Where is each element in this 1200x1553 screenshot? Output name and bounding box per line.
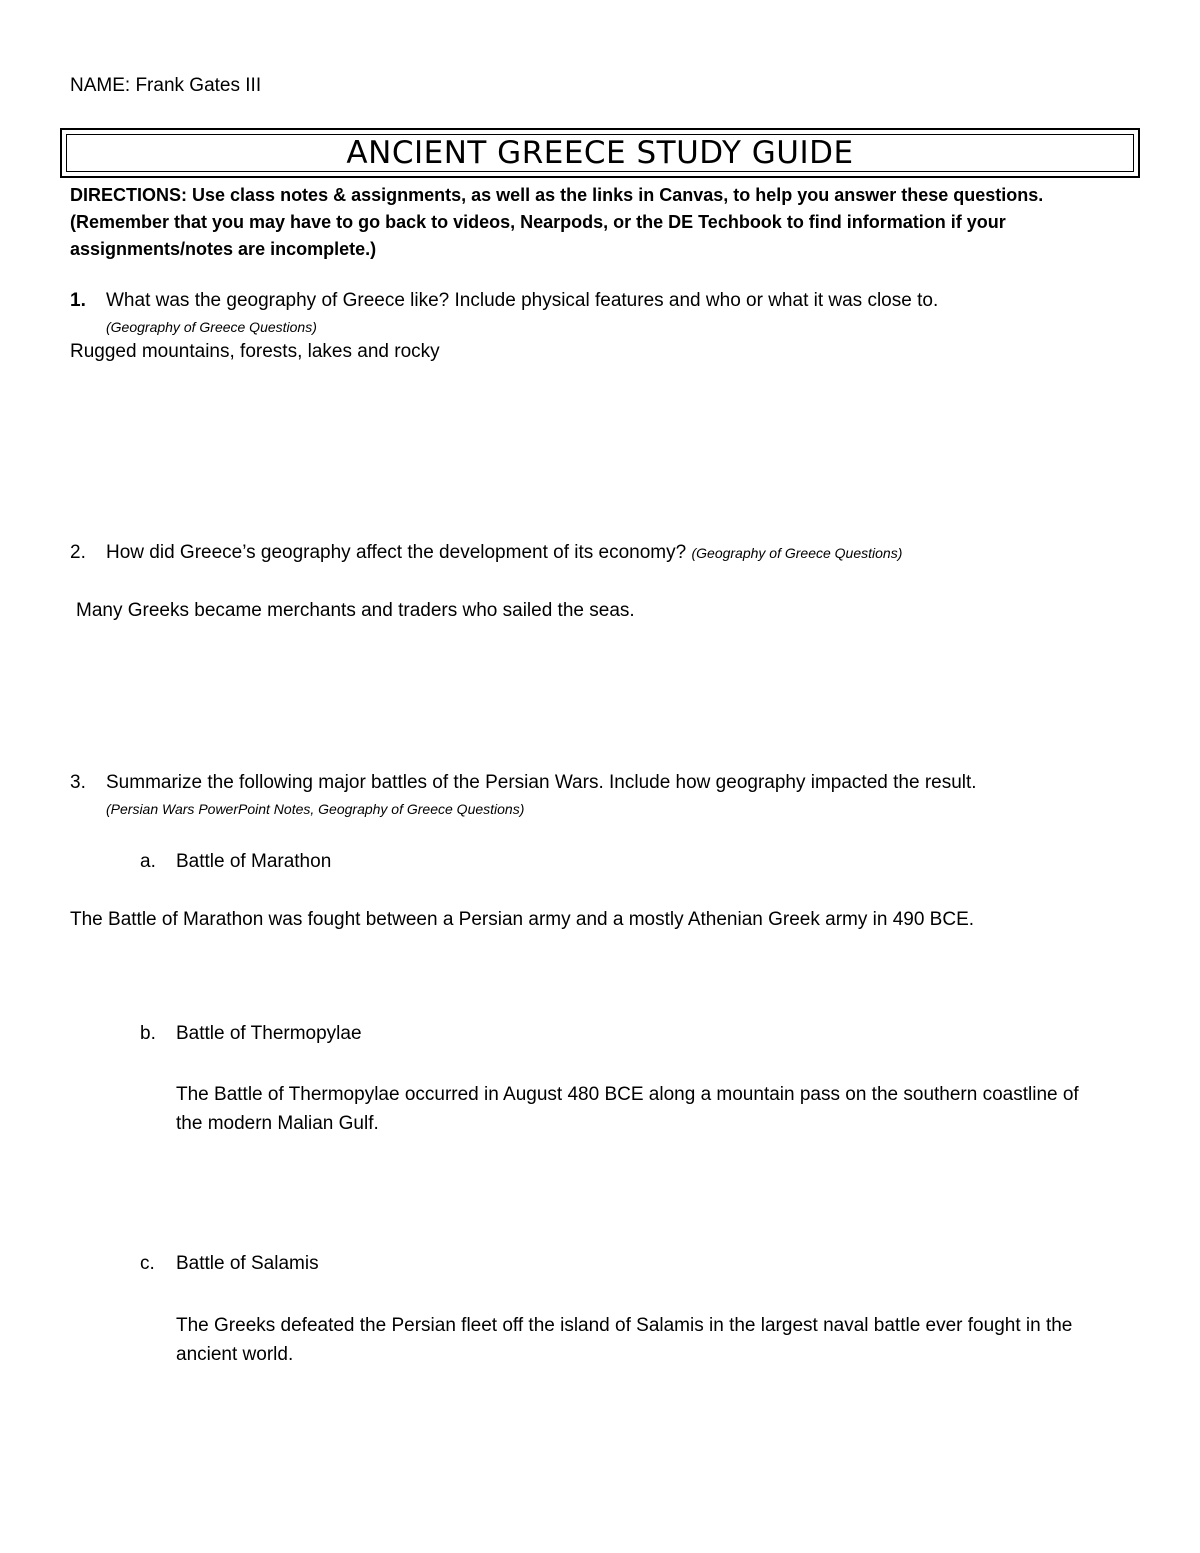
question-2-line bbox=[106, 542, 902, 564]
part-c-answer: The Greeks defeated the Persian fleet off the island of Salamis in the largest naval battle ever fought in the ancient world. bbox=[176, 1315, 1073, 1365]
title-box bbox=[60, 128, 1140, 178]
part-b-answer: The Battle of Thermopylae occurred in August 480 BCE along a mountain pass on the southern coastline of the modern Malian Gulf. bbox=[176, 1084, 1079, 1134]
question-2-answer: Many Greeks became merchants and traders who sailed the seas. bbox=[76, 600, 635, 621]
part-b-letter: b. bbox=[140, 1023, 156, 1044]
part-c-letter: c. bbox=[140, 1253, 155, 1274]
part-c-label: Battle of Salamis bbox=[176, 1253, 319, 1274]
question-3-citation: (Persian Wars PowerPoint Notes, Geography of Greece Questions) bbox=[106, 801, 525, 817]
part-a-answer: The Battle of Marathon was fought between a Persian army and a mostly Athenian Greek army in 490 BCE. bbox=[70, 909, 975, 930]
question-1-answer: Rugged mountains, forests, lakes and rocky bbox=[70, 341, 440, 362]
question-2-text: How did Greece’s geography affect the development of its economy? bbox=[106, 542, 687, 563]
question-3-number: 3. bbox=[70, 772, 86, 793]
question-1-number: 1. bbox=[70, 290, 86, 311]
part-b-label: Battle of Thermopylae bbox=[176, 1023, 362, 1044]
part-a-label: Battle of Marathon bbox=[176, 851, 332, 872]
directions-text: DIRECTIONS: Use class notes & assignments, as well as the links in Canvas, to help you answer these questions. (Remember that you may have to go back to videos, Nearpods, or the DE Techbook to find information if your assignments/notes are incomplete.) bbox=[70, 185, 1044, 259]
student-name: NAME: Frank Gates III bbox=[70, 75, 262, 96]
title-box-inner bbox=[66, 134, 1134, 172]
question-2-citation: (Geography of Greece Questions) bbox=[691, 545, 903, 561]
part-a-letter: a. bbox=[140, 851, 156, 872]
question-3-text: Summarize the following major battles of the Persian Wars. Include how geography impacted the result. bbox=[106, 772, 977, 793]
question-2-number: 2. bbox=[70, 542, 86, 563]
question-1-citation: (Geography of Greece Questions) bbox=[106, 319, 317, 335]
page-title: ANCIENT GREECE STUDY GUIDE bbox=[346, 135, 854, 171]
question-1-text: What was the geography of Greece like? Include physical features and who or what it was close to. bbox=[106, 290, 939, 311]
